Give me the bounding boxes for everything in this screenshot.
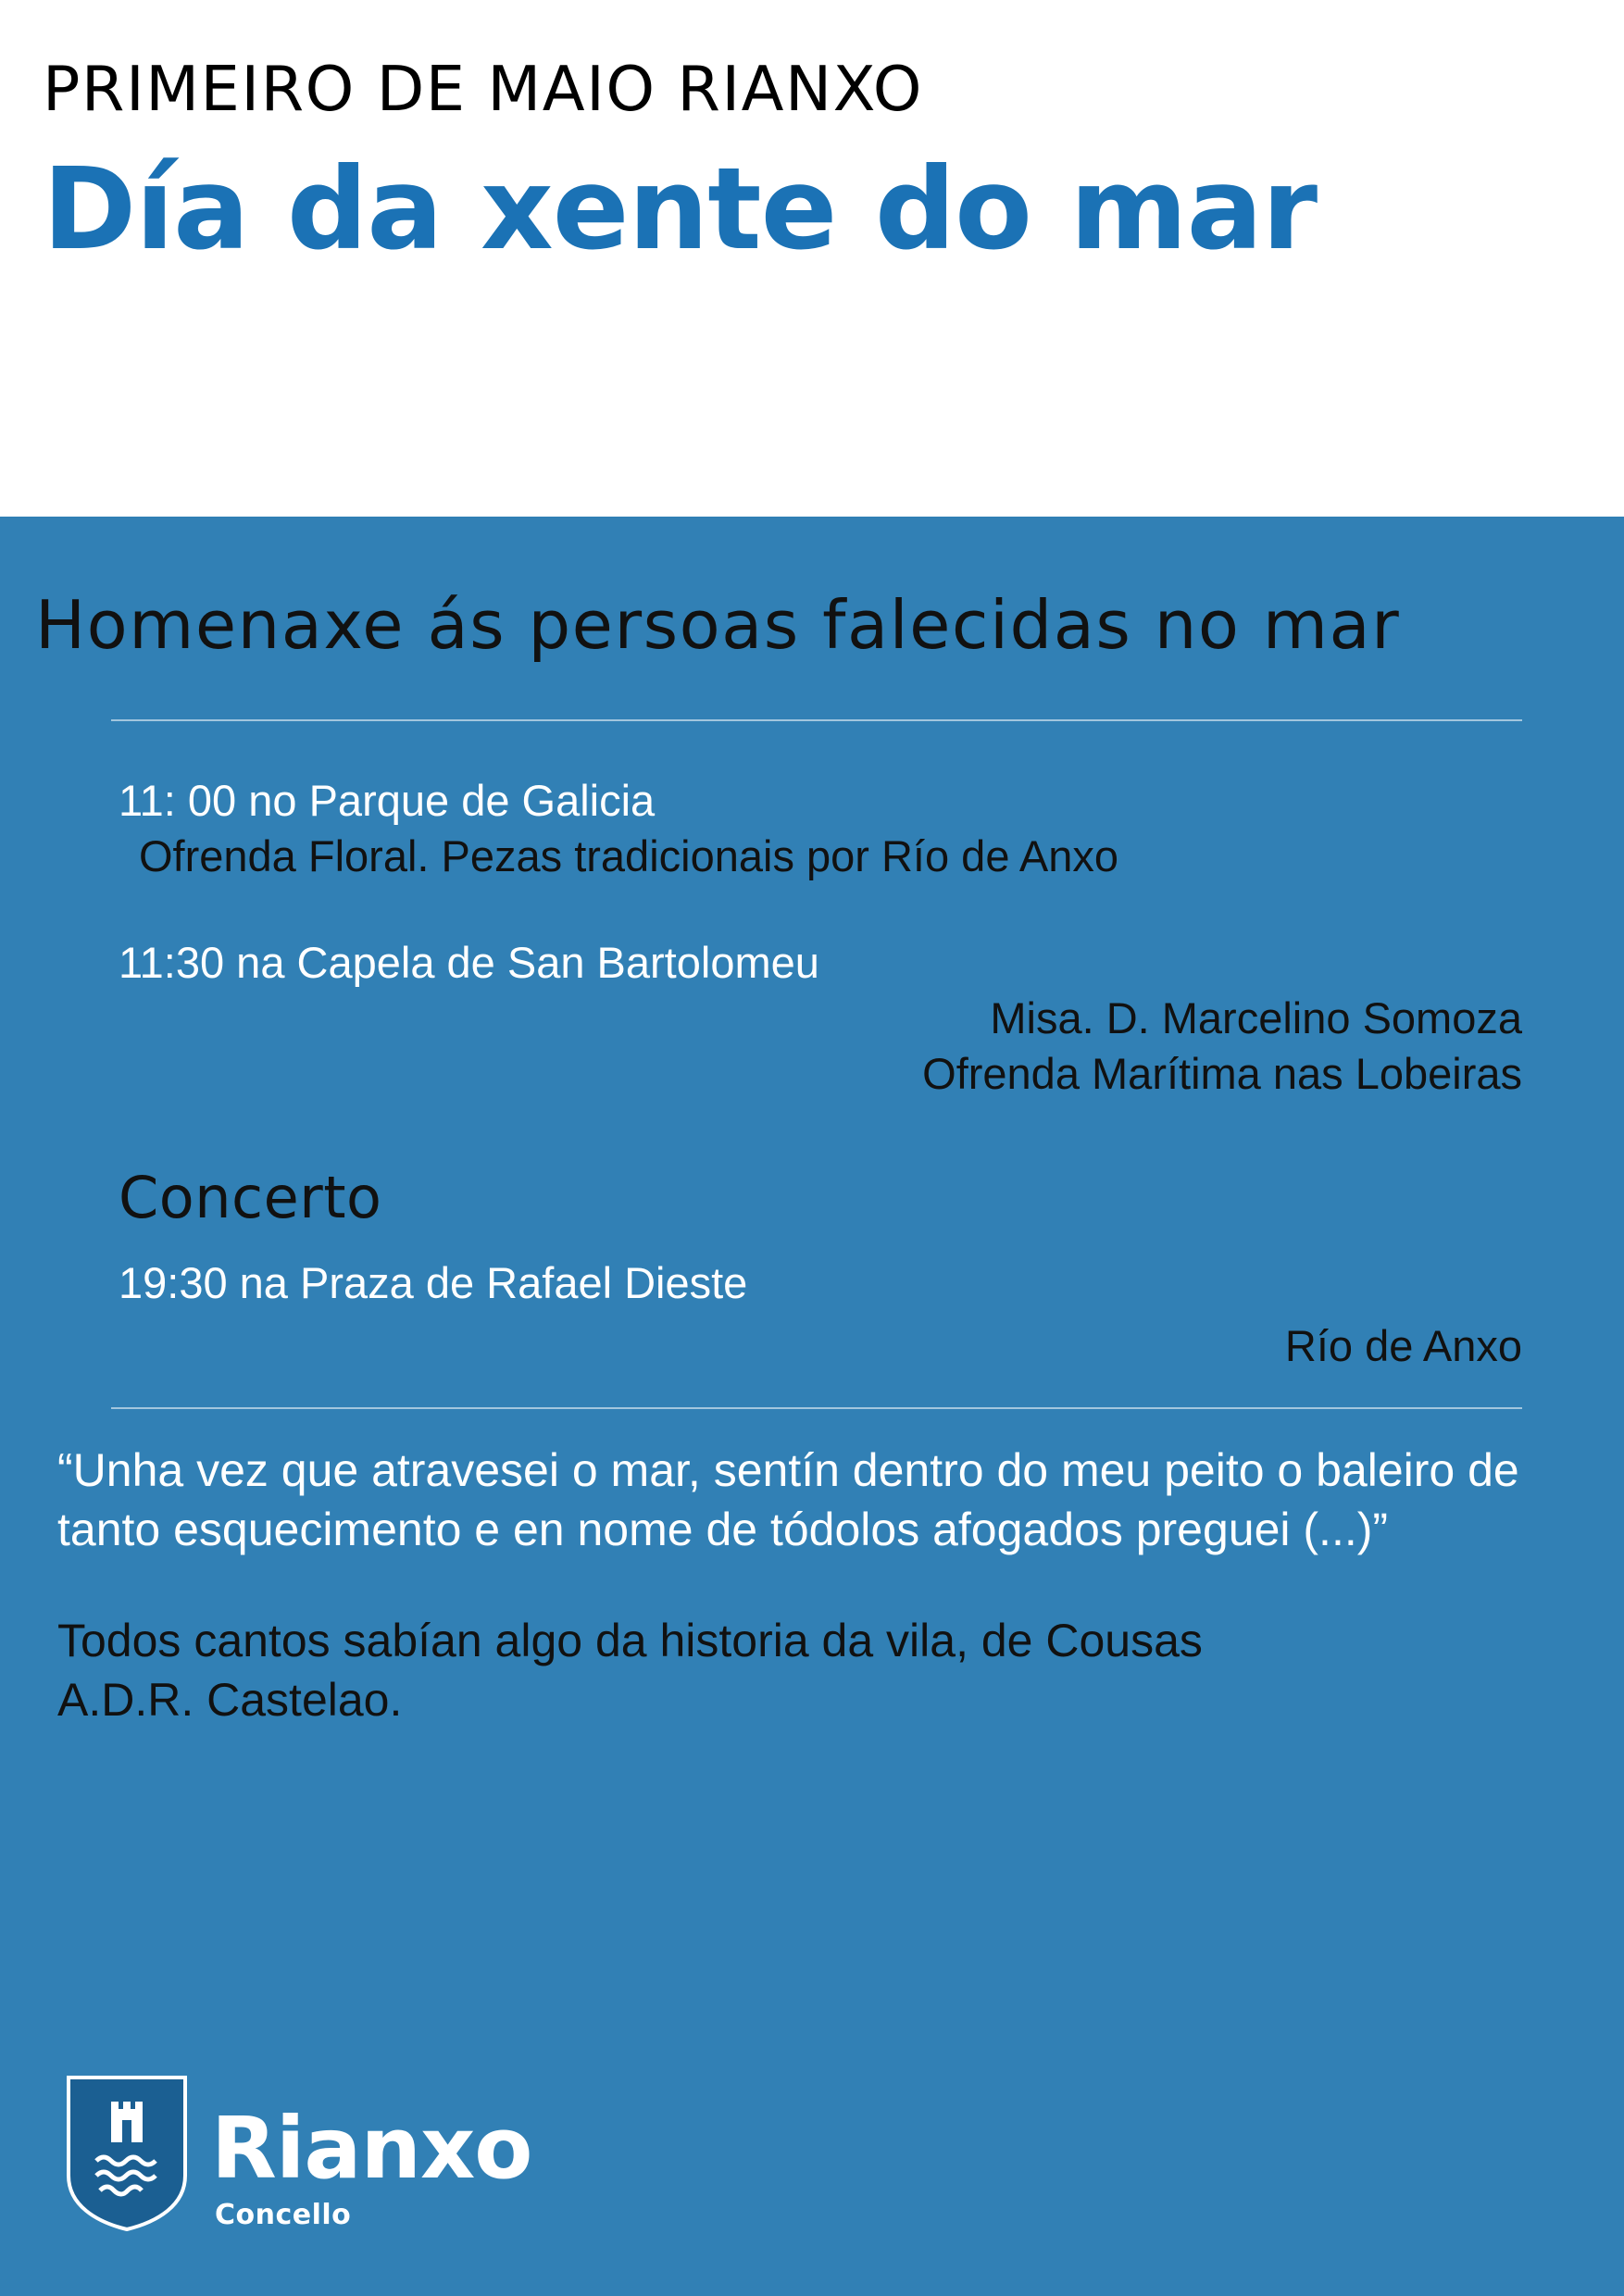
divider-bottom [111, 1407, 1522, 1409]
credits-block [57, 1611, 1531, 1729]
concert-artist: Río de Anxo [1284, 1321, 1522, 1371]
schedule-list [0, 773, 1624, 1374]
poster-subtitle: Homenaxe ás persoas falecidas no mar [35, 586, 1401, 664]
rianxo-shield-icon [67, 2076, 187, 2231]
poster-header [0, 0, 1624, 517]
schedule-item [119, 935, 1522, 1102]
poster-body [0, 517, 1624, 2296]
logo-subtitle: Concello [215, 2199, 352, 2231]
schedule-item [119, 773, 1522, 884]
schedule-detail: Misa. D. Marcelino Somoza [990, 992, 1522, 1042]
logo-text [211, 2099, 532, 2231]
logo [67, 2076, 532, 2231]
credits-line-2: A.D.R. Castelao. [57, 1674, 403, 1727]
credits-line-1: Todos cantos sabían algo da historia da vila, de Cousas [57, 1615, 1203, 1667]
schedule-time: 11:30 na Capela de San Bartolomeu [119, 937, 819, 987]
divider-top [111, 719, 1522, 721]
schedule-detail: Ofrenda Floral. Pezas tradicionais por Río de Anxo [139, 831, 1119, 881]
concert-heading: Concerto [119, 1163, 382, 1231]
concert-time: 19:30 na Praza de Rafael Dieste [119, 1258, 748, 1308]
quote-text: “Unha vez que atravesei o mar, sentín dentro do meu peito o baleiro de tanto esquecimento e en nome de tódolos afogados preguei (...)” [57, 1444, 1519, 1556]
schedule-detail: Ofrenda Marítima nas Lobeiras [922, 1048, 1522, 1098]
poster-title: Día da xente do mar [43, 143, 1318, 275]
schedule-time: 11: 00 no Parque de Galicia [119, 776, 656, 826]
logo-name: Rianxo [211, 2099, 532, 2198]
poster-kicker: PRIMEIRO DE MAIO RIANXO [43, 53, 923, 125]
